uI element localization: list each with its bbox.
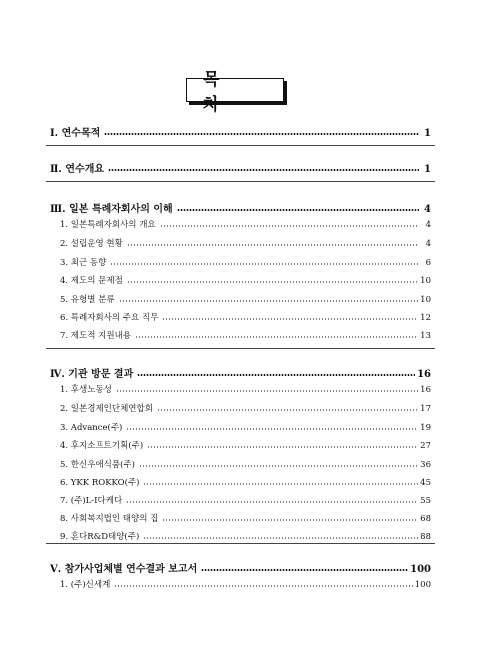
toc-section-entry[interactable] (50, 365, 431, 380)
dot-leader (126, 428, 418, 430)
dot-leader (157, 409, 418, 411)
dot-leader (147, 446, 418, 448)
toc-entry-page-number: 88 (420, 532, 431, 542)
toc-entry-label: 7. (주)L-I다케다 (60, 496, 123, 506)
toc-entry-page-number: 13 (420, 331, 431, 341)
dot-leader (162, 519, 418, 521)
toc-entry-label: Ⅱ. 연수개요 (50, 164, 105, 175)
toc-section-entry[interactable] (50, 200, 431, 215)
toc-entry-label: 4. 후지소프트기획(주) (60, 441, 144, 451)
dot-leader (127, 244, 419, 246)
toc-subsection-entry[interactable] (60, 256, 431, 268)
toc-entry-page-number: 68 (420, 514, 431, 524)
toc-entry-page-number: 4 (425, 239, 431, 249)
toc-section-entry[interactable] (50, 160, 431, 175)
toc-section-entry[interactable] (50, 560, 431, 575)
toc-entry-page-number: 36 (420, 460, 431, 470)
toc-subsection-entry[interactable] (60, 218, 431, 230)
toc-entry-label: 8. 사회복지법인 태양의 집 (60, 514, 159, 524)
toc-subsection-entry[interactable] (60, 512, 431, 524)
toc-entry-label: Ⅰ. 연수목적 (50, 128, 101, 139)
toc-entry-page-number: 16 (417, 369, 431, 380)
toc-entry-page-number: 10 (420, 295, 431, 305)
toc-entry-page-number: 10 (420, 276, 431, 286)
dot-leader (201, 569, 408, 571)
toc-subsection-entry[interactable] (60, 458, 431, 470)
toc-entry-label: 2. 일본경제인단체연합회 (60, 404, 153, 414)
toc-entry-page-number: 55 (420, 496, 431, 506)
toc-entry-page-number: 1 (424, 128, 431, 139)
toc-entry-label: 2. 설립운영 현황 (60, 239, 123, 249)
dot-leader (177, 209, 419, 211)
dot-leader (126, 501, 418, 503)
toc-entry-label: 1. (주)신세계 (60, 580, 111, 590)
toc-entry-label: 6. YKK ROKKO(주) (60, 478, 140, 488)
toc-entry-label: 4. 제도의 문제점 (60, 276, 123, 286)
dot-leader (143, 483, 418, 485)
toc-entry-page-number: 27 (420, 441, 431, 451)
toc-entry-label: 6. 특례자회사의 주요 직무 (60, 313, 159, 323)
dot-leader (143, 537, 418, 539)
toc-entry-label: 9. 혼다R&D태양(주) (60, 532, 140, 542)
toc-subsection-entry[interactable] (60, 293, 431, 305)
toc-subsection-entry[interactable] (60, 476, 431, 488)
dot-leader (104, 133, 419, 135)
toc-entry-page-number: 100 (414, 580, 431, 590)
toc-entry-page-number: 16 (420, 385, 431, 395)
toc-entry-page-number: 6 (425, 258, 431, 268)
dot-leader (110, 263, 419, 265)
section-divider (46, 543, 435, 544)
dot-leader (119, 300, 419, 302)
toc-entry-label: 7. 제도적 지원내용 (60, 331, 131, 341)
dot-leader (139, 465, 418, 467)
toc-subsection-entry[interactable] (60, 329, 431, 341)
dot-leader (108, 169, 419, 171)
toc-entry-label: 3. 최근 동향 (60, 258, 107, 268)
toc-subsection-entry[interactable] (60, 421, 431, 433)
toc-entry-page-number: 19 (420, 423, 431, 433)
dot-leader (160, 225, 419, 227)
toc-section-entry[interactable] (50, 124, 431, 139)
dot-leader (116, 390, 418, 392)
toc-entry-label: 5. 한신우애식품(주) (60, 460, 135, 470)
toc-entry-label: Ⅳ. 기관 방문 결과 (50, 369, 134, 380)
toc-entry-page-number: 1 (424, 164, 431, 175)
toc-entry-label: Ⅴ. 참가사업체별 연수결과 보고서 (50, 564, 198, 575)
toc-subsection-entry[interactable] (60, 237, 431, 249)
toc-title: 목 차 (186, 78, 284, 102)
toc-entry-page-number: 12 (420, 313, 431, 323)
toc-subsection-entry[interactable] (60, 383, 431, 395)
dot-leader (114, 585, 412, 587)
toc-entry-label: 1. 후생노동성 (60, 385, 112, 395)
toc-subsection-entry[interactable] (60, 311, 431, 323)
dot-leader (137, 374, 415, 376)
toc-entry-label: Ⅲ. 일본 특례자회사의 이해 (50, 204, 173, 215)
toc-entry-page-number: 100 (410, 564, 431, 575)
toc-subsection-entry[interactable] (60, 578, 431, 590)
dot-leader (135, 336, 418, 338)
toc-entry-label: 5. 유형별 분류 (60, 295, 115, 305)
toc-subsection-entry[interactable] (60, 402, 431, 414)
section-divider (46, 145, 435, 146)
toc-entry-page-number: 4 (424, 204, 431, 215)
toc-subsection-entry[interactable] (60, 530, 431, 542)
toc-subsection-entry[interactable] (60, 494, 431, 506)
toc-entry-label: 1. 일본특례자회사의 개요 (60, 220, 156, 230)
dot-leader (162, 318, 418, 320)
toc-entry-label: 3. Advance(주) (60, 423, 123, 433)
section-divider (46, 348, 435, 349)
toc-subsection-entry[interactable] (60, 274, 431, 286)
toc-entry-page-number: 17 (420, 404, 431, 414)
section-divider (46, 181, 435, 182)
toc-subsection-entry[interactable] (60, 439, 431, 451)
dot-leader (127, 281, 418, 283)
toc-entry-page-number: 45 (420, 478, 431, 488)
toc-entry-page-number: 4 (425, 220, 431, 230)
